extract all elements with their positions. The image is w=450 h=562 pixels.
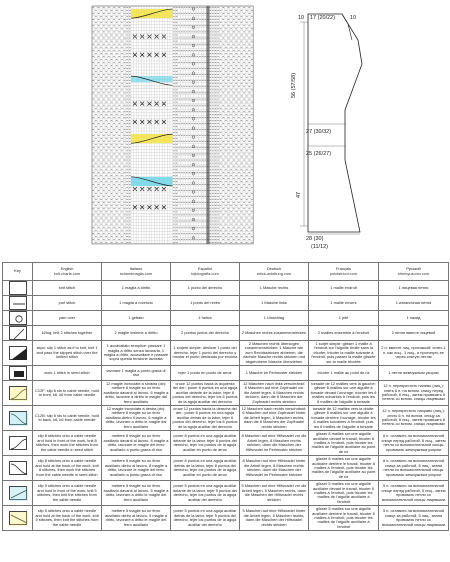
legend-cell: work 1 stitch in seed stitch: [33, 366, 102, 381]
legend-cell: tejer 1 punto en punto de arroz: [171, 366, 240, 381]
legend-cell: 1 maglia a diritto: [102, 281, 171, 296]
legend-cell: 12 maglie incrociate a sinistra (dx): mettere 6 maglie su un ferro ausiliario davanti al lavoro, 6 maglie a dritto, lavorare a diritto le maglie dal ferro ausiliario: [102, 381, 171, 406]
legend-cell: 1 Umschlag: [240, 311, 309, 326]
legend-row-c8b: [3, 456, 449, 481]
legend-cell: cruce 12 puntos hacia la izquierda del der.: poner 6 puntos en una aguja auxiliar delante de la labor, tejer 6 puntos del derecho, tejer los 6 puntos de la aguja auxiliar del derecho: [171, 381, 240, 406]
legend-cell: 1 gettato: [102, 311, 171, 326]
legend-cell: glisser 8 mailles sur une aiguille auxiliaire devant le travail, tricoter 8 mailles à l'endroit, puis tricoter les mailles de l'aiguille auxiliaire au point de riz: [309, 431, 379, 456]
legend-symbol-c5b: [3, 506, 33, 531]
legend-row-c8f: [3, 431, 449, 456]
legend-cell: 8 Maschen auf eine Hilfsnadel vor die Arbeit legen, 8 Maschen rechts stricken, dann die Maschen der Hilfsnadel im Perlmuster stricken: [240, 431, 309, 456]
legend-row-purl: [3, 296, 449, 311]
legend-cell: 1 punto del derecho: [171, 281, 240, 296]
legend-cell: 2 п. вместе лиц. протяжкой: снять 1 п. как лиц., 1 лиц., и протянуть ее через снятую петлю: [379, 341, 449, 366]
legend-header-italiano: Italiano schemimaglia.com: [102, 263, 171, 281]
legend-cell: knit stitch: [33, 281, 102, 296]
legend-cell: poner 8 puntos en una aguja auxiliar detrás de la labor, tejer 8 puntos del derecho, tejer los puntos de la aguja auxiliar en punto de arroz: [171, 456, 240, 481]
legend-cell: 2 mailles ensemble à l'endroit: [309, 326, 379, 341]
schematic-dim-neck: 10: [298, 15, 305, 21]
legend-cell: torsade de 12 mailles vers la gauche: glisser 6 mailles sur une aiguille à torsade devant l'ouvrage, tricoter les 6 mailles suivantes à l'endroit, puis les 6 mailles de l'aiguille à torsade: [309, 381, 379, 406]
legend-cell: 1 surjet simple: glisser 1 maille à l'endroit sur l'aiguille droite sans la tricoter, tricoter la maille suivante à l'endroit, puis passer la maille glissée sur la maille tricotée: [309, 341, 379, 366]
legend-cell: 2 Maschen rechts zusammenstricken: [240, 326, 309, 341]
legend-cell: 8 Maschen auf eine Hilfsnadel hinter die Arbeit legen, 8 Maschen rechts stricken, dann die Maschen der Hilfsnadel im Perlmuster stricken: [240, 456, 309, 481]
legend-cell: slip 8 stitches onto a cable needle and hold at the back of the work, knit 8 stitches, then work the stitches from the cable needle in seed stitch: [33, 456, 102, 481]
legend-header-english: English knit-charts.com: [33, 263, 102, 281]
legend-cell: 1 Masche rechts: [240, 281, 309, 296]
legend-symbol-yo: [3, 311, 33, 326]
schematic-outline: [308, 14, 362, 232]
legend-cell: 1 Masche links: [240, 296, 309, 311]
schematic-dim-lower: 47: [296, 191, 302, 198]
legend-cell: 2 puntos juntos del derecho: [171, 326, 240, 341]
legend-cell: 2 петли вместе лицевой: [379, 326, 449, 341]
legend-cell: 12 п. перекрестить направо (лиц.): снять 6 п. на вспом. спицу за работой, 6 лиц., затем провязать 6 петель со вспом. спицы лицевыми: [379, 406, 449, 431]
schematic-dim-hem-extra: (11/12): [311, 244, 329, 250]
legend-row-skpo: [3, 341, 449, 366]
legend-cell: 1 jeté: [309, 311, 379, 326]
legend-cell: glisser 5 mailles sur une aiguille auxiliaire devant le travail, tricoter 5 mailles à l'endroit, puis tricoter les mailles de l'aiguille auxiliaire à l'endroit: [309, 481, 379, 506]
schematic-dim-chest: 27 (30/32): [306, 129, 332, 135]
legend-cell: 1 maille endroit: [309, 281, 379, 296]
legend-symbol-c12b: [3, 406, 33, 431]
legend-cell: poner 8 puntos en una aguja auxiliar delante de la labor, tejer 8 puntos del derecho, tejer los puntos de la aguja auxiliar en punto de arroz: [171, 431, 240, 456]
legend-cell: mettere 8 maglie su un ferro ausiliario dietro al lavoro, 8 maglie a dritto, lavorare le maglie del ferro ausiliario a punto grana di riso: [102, 456, 171, 481]
schematic-dim-shoulder: 17 (20/22): [310, 15, 336, 21]
legend-cell: 1 петля жемчужным узором: [379, 366, 449, 381]
c8f-symbol-icon: [9, 436, 27, 450]
purl-symbol-icon: [9, 296, 27, 310]
legend-row-c5f: [3, 481, 449, 506]
legend-cell: glisser 5 mailles sur une aiguille auxiliaire derrière le travail, tricoter 5 mailles à l'endroit, puis tricoter les mailles de l'aiguille auxiliaire à l'endroit: [309, 506, 379, 531]
legend-cell: 1 hebra: [171, 311, 240, 326]
legend-cell: slip 5 stitches onto a cable needle and hold at the back of the work, knit 5 stitches, then knit the stitches from the cable needle: [33, 506, 102, 531]
legend-cell: lavorare 1 maglia a punto grana di riso: [102, 366, 171, 381]
legend-cell: 1 surjete simple: deslizar 1 punto del derecho, tejer 1 punto del derecho y montar el punto deslizado por encima: [171, 341, 240, 366]
legend-cell: 1 accavallato semplice: passare 1 maglia a dritto senza lavorarla, 1 maglia a dritto, accavallare e passare sopra questa tensione lavorata: [102, 341, 171, 366]
legend-cell: 5 Maschen auf eine Hilfsnadel hinter die Arbeit legen, 5 Maschen rechts, dann die Maschen der Hilfsnadel rechts stricken: [240, 506, 309, 531]
legend-cell: 1 Masche im Perlmuster stricken: [240, 366, 309, 381]
legend-cell: C12F: slip 6 sts to cable needle, hold to front, k6, k6 from cable needle: [33, 381, 102, 406]
legend-cell: 8 п. оставить на вспомогательной спице за работой, 8 лиц., затем петли со вспомогательной спицы провязать жемчужным узором: [379, 456, 449, 481]
garment-schematic: [0, 0, 450, 258]
legend-cell: 1 накид: [379, 311, 449, 326]
legend-cell: mettere 5 maglie su un ferro ausiliario dietro al lavoro, 5 maglie a dritto, lavorare a dritto le maglie del ferro ausiliario: [102, 506, 171, 531]
legend-symbol-c8f: [3, 431, 33, 456]
legend-row-c12b: [3, 406, 449, 431]
legend-cell: 2 Maschen rechts überzogen zusammenstricken: 1 Masche wie zum Rechtsstricken abheben, die nächste Masche rechts stricken und abgehobene Masche überziehen: [240, 341, 309, 366]
legend-cell: 12 Maschen nach links verschränkt: 6 Maschen auf eine Zopfnadel vor die Arbeit legen, 6 Maschen rechts stricken, dann die 6 Maschen der Zopfnadel rechts stricken: [240, 381, 309, 406]
legend-cell: 12 Maschen nach rechts verschränkt: 6 Maschen auf eine Zopfnadel hinter die Arbeit legen, 6 Maschen rechts, dann die 6 Maschen der Zopfnadel rechts stricken: [240, 406, 309, 431]
legend-symbol-purl: [3, 296, 33, 311]
legend-symbol-k2tog: [3, 326, 33, 341]
schematic-dim-hem: 28 (30): [306, 236, 324, 242]
legend-header-key: Key: [3, 263, 33, 281]
legend-cell: 1 изнаночная петля: [379, 296, 449, 311]
legend-cell: k2tog: knit 2 stitches together: [33, 326, 102, 341]
legend-cell: yarn over: [33, 311, 102, 326]
c8b-symbol-icon: [9, 461, 27, 475]
legend-cell: 12 п. перекрестить налево (лиц.): снять 6 п. на вспом. спицу перед работой, 6 лиц., затем провязать 6 петель со вспом. спицы лицевыми: [379, 381, 449, 406]
legend-cell: purl stitch: [33, 296, 102, 311]
legend-cell: slip 5 stitches onto a cable needle and hold in front of the work, knit 5 stitches, then knit the stitches from the cable needle: [33, 481, 102, 506]
legend-cell: cruce 12 puntos hacia la derecha del der.: poner 6 puntos en una aguja auxiliar detrás de la labor, tejer 6 puntos del derecho, tejer los 6 puntos de la aguja auxiliar del derecho: [171, 406, 240, 431]
legend-cell: 8 п. оставить на вспомогательной спице перед работой, 8 лиц., затем петли со вспомогательной спицы провязать жемчужным узором: [379, 431, 449, 456]
legend-header-espanol: Español tejidografia.com: [171, 263, 240, 281]
c12b-symbol-icon: [9, 411, 27, 425]
legend-header-russian: Русский shemyuzorov.com: [379, 263, 449, 281]
schematic-dim-waist: 25 (26/27): [306, 151, 332, 157]
legend-cell: 1 maglia a rovescio: [102, 296, 171, 311]
legend-cell: 12 maglie incrociate a destra (dx): mettere 6 maglie su un ferro ausiliario dietro il lavoro, 6 maglie a dritto, lavorare a dritto le maglie dal ferro ausiliario: [102, 406, 171, 431]
legend-symbol-row: [3, 366, 33, 381]
legend-row-knit: [3, 281, 449, 296]
legend-cell: 5 п. оставить на вспомогательной спице перед работой, 5 лиц., затем провязать петли со вспомогательной спицы лицевыми: [379, 481, 449, 506]
legend-body: [3, 281, 449, 531]
legend-header-row: [3, 263, 449, 281]
legend-cell: mettere 8 maglie su un ferro ausiliario davanti al lavoro, 8 maglie a dritto, lavorare le maglie del ferro ausiliario a punto grana di riso: [102, 431, 171, 456]
legend-symbol-skpo: [3, 341, 33, 366]
legend-cell: slip 8 stitches onto a cable needle and hold in front of the work, knit 8 stitches, then work the stitches from the cable needle in seed stitch: [33, 431, 102, 456]
legend-cell: 1 лицевая петля: [379, 281, 449, 296]
legend-cell: poner 5 puntos en una aguja auxiliar delante de la labor, tejer 5 puntos del derecho, tejer los puntos de la aguja auxiliar del derecho: [171, 481, 240, 506]
legend-cell: 1 maille envers: [309, 296, 379, 311]
legend-cell: 1 punto del revés: [171, 296, 240, 311]
legend-cell: glisser 8 mailles sur une aiguille auxiliaire derrière le travail, tricoter 8 mailles à l'endroit, puis tricoter les mailles de l'aiguille auxiliaire au point de riz: [309, 456, 379, 481]
legend-symbol-knit: [3, 281, 33, 296]
knitting-chart-area: [0, 0, 450, 258]
legend-cell: torsade de 12 mailles vers la droite: glisser 6 mailles sur une aiguille à torsade derrière l'ouvrage, tricoter les 6 mailles suivantes à l'endroit, puis les 6 mailles de l'aiguille à torsade: [309, 406, 379, 431]
legend-cell: mettere 5 maglie su un ferro ausiliario davanti al lavoro, 5 maglie a dritto, lavorare a dritto le maglie del ferro ausiliario: [102, 481, 171, 506]
legend-row-k2tog: [3, 326, 449, 341]
legend-cell: poner 5 puntos en una aguja auxiliar detrás de la labor, tejer 5 puntos del derecho, tejer los puntos de la aguja auxiliar del derecho: [171, 506, 240, 531]
c5f-symbol-icon: [9, 486, 27, 500]
schematic-dim-top-right: 10: [350, 15, 357, 21]
legend-row-c12f: [3, 381, 449, 406]
legend-cell: C12B: slip 6 sts to cable needle, hold to back, k6, k6 from cable needle: [33, 406, 102, 431]
legend-header-deutsch: Deutsch strick-anleitung.com: [240, 263, 309, 281]
skpo-symbol-icon: [9, 346, 27, 360]
schematic-dim-height: 56 (57/58): [291, 72, 297, 98]
legend-row-row: [3, 366, 449, 381]
legend-symbol-c8b: [3, 456, 33, 481]
legend-cell: 5 п. оставить на вспомогательной спице за работой, 5 лиц., затем провязать петли со вспомогательной спицы лицевыми: [379, 506, 449, 531]
legend-row-c5b: [3, 506, 449, 531]
c12f-symbol-icon: [9, 386, 27, 400]
stitch-legend-table: [2, 262, 449, 531]
legend-row-yo: [3, 311, 449, 326]
legend-cell: tricoter 1 maille au point de riz: [309, 366, 379, 381]
k2tog-symbol-icon: [9, 326, 27, 340]
legend-cell: 2 maglie insieme a diritto: [102, 326, 171, 341]
yo-symbol-icon: [9, 311, 27, 325]
row-symbol-icon: [9, 366, 27, 380]
knit-symbol-icon: [9, 281, 27, 295]
legend-header-francais: Français pointstricot.com: [309, 263, 379, 281]
legend-cell: skpo: slip 1 stitch as if to knit, knit 1 and pass the slipped stitch over the knitted stitch: [33, 341, 102, 366]
legend-cell: 5 Maschen auf eine Hilfsnadel vor die Arbeit legen, 5 Maschen rechts, dann die Maschen der Hilfsnadel rechts stricken: [240, 481, 309, 506]
legend-symbol-c5f: [3, 481, 33, 506]
legend-symbol-c12f: [3, 381, 33, 406]
c5b-symbol-icon: [9, 511, 27, 525]
schematic-dimension-lines: [300, 22, 360, 234]
